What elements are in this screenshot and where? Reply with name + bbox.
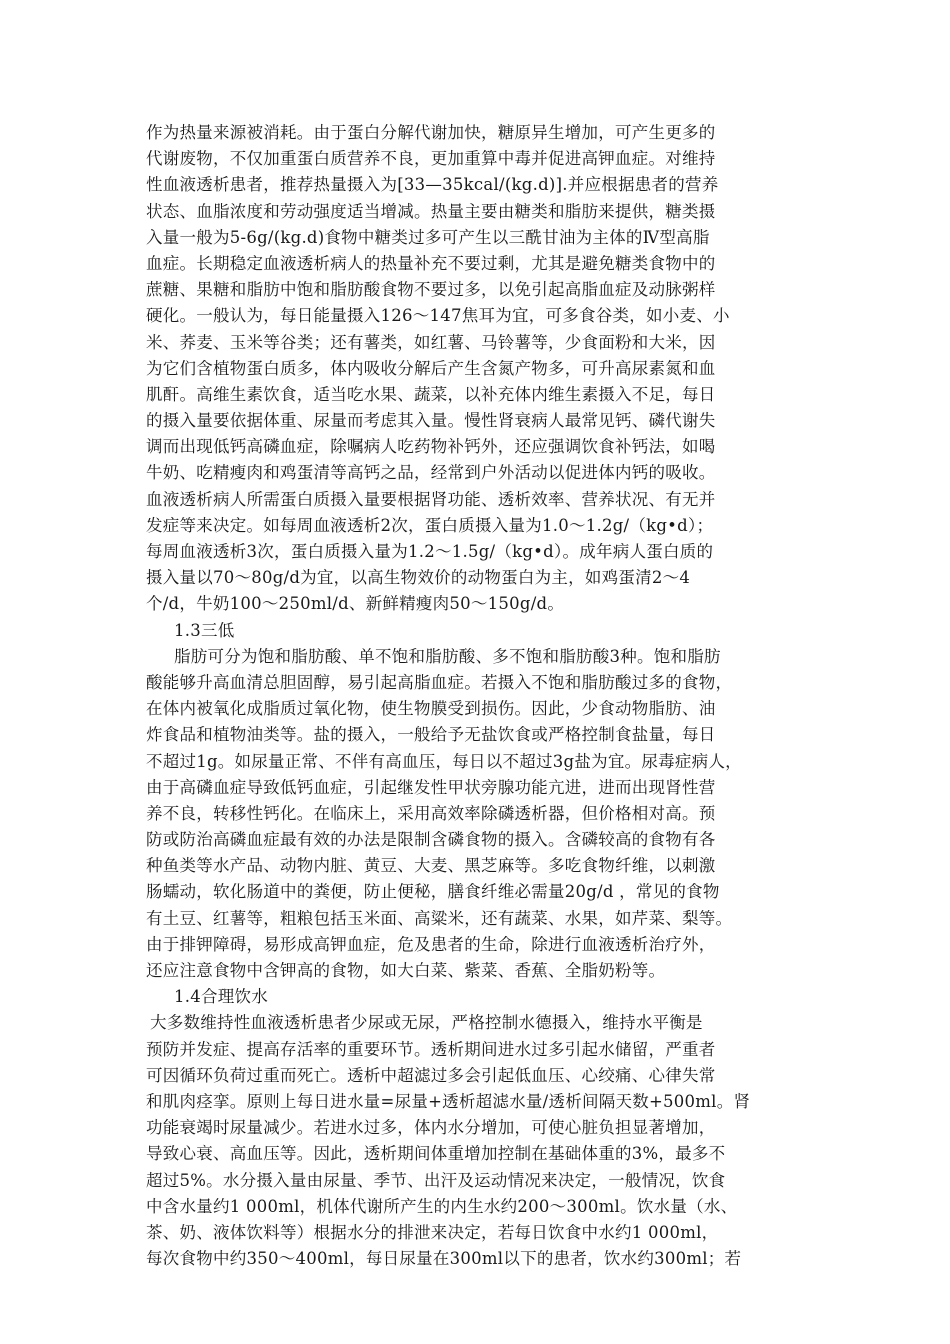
text-line: 个/d，牛奶100～250ml/d、新鲜精瘦肉50～150g/d。 [146,594,565,614]
text-line: 摄入量以70～80g/d为宜，以高生物效价的动物蛋白为主，如鸡蛋清2～4 [146,568,691,588]
section-heading: 1.4合理饮水 [174,987,268,1007]
text-line: 脂肪可分为饱和脂肪酸、单不饱和脂肪酸、多不饱和脂肪酸3种。饱和脂肪 [174,646,721,666]
text-line: 米、荞麦、玉米等谷类；还有薯类，如红薯、马铃薯等，少食面粉和大米，因 [146,332,716,352]
body-text [146,120,846,1272]
text-line: 由于排钾障碍，易形成高钾血症，危及患者的生命，除进行血液透析治疗外， [146,934,716,954]
text-line: 的摄入量要依据体重、尿量而考虑其入量。慢性肾衰病人最常见钙、磷代谢失 [146,411,716,431]
text-line: 中含水量约1 000ml，机体代谢所产生的内生水约200～300ml。饮水量（水、 [146,1196,738,1216]
text-line: 还应注意食物中含钾高的食物，如大白菜、紫菜、香蕉、全脂奶粉等。 [146,961,666,980]
text-line: 状态、血脂浓度和劳动强度适当增减。热量主要由糖类和脂肪来提供，糖类摄 [146,201,716,221]
text-line: 为它们含植物蛋白质多，体内吸收分解后产生含氮产物多，可升高尿素氮和血 [146,358,716,378]
text-line: 调而出现低钙高磷血症，除嘱病人吃药物补钙外，还应强调饮食补钙法，如喝 [146,437,716,457]
text-line: 血液透析病人所需蛋白质摄入量要根据肾功能、透析效率、营养状况、有无并 [146,489,716,509]
text-line: 可因循环负荷过重而死亡。透析中超滤过多会引起低血压、心绞痛、心律失常 [146,1065,716,1085]
text-line: 在体内被氧化成脂质过氧化物，使生物膜受到损伤。因此，少食动物脂肪、油 [146,699,716,719]
text-line: 蔗糖、果糖和脂肪中饱和脂肪酸食物不要过多，以免引起高脂血症及动脉粥样 [146,280,716,300]
text-line: 作为热量来源被消耗。由于蛋白分解代谢加快，糖原异生增加，可产生更多的 [146,123,716,142]
text-line: 肠蠕动，软化肠道中的粪便，防止便秘，膳食纤维必需量20g/d ，常见的食物 [146,882,720,902]
text-line: 炸食品和植物油类等。盐的摄入，一般给予无盐饮食或严格控制食盐量，每日 [146,725,716,745]
text-line: 养不良，转移性钙化。在临床上，采用高效率除磷透析器，但价格相对高。预 [146,803,716,823]
text-line: 预防并发症、提高存活率的重要环节。透析期间进水过多引起水储留，严重者 [146,1039,716,1059]
text-line: 大多数维持性血液透析患者少尿或无尿，严格控制水德摄入，维持水平衡是 [150,1013,703,1033]
text-line: 每周血液透析3次，蛋白质摄入量为1.2～1.5g/（kg•d）。成年病人蛋白质的 [146,542,714,561]
text-line: 由于高磷血症导致低钙血症，引起继发性甲状旁腺功能亢进，进而出现肾性营 [146,777,716,797]
section-heading: 1.3三低 [174,620,235,640]
text-line: 代谢废物，不仅加重蛋白质营养不良，更加重算中毒并促进高钾血症。对维持 [146,149,716,169]
text-line: 防或防治高磷血症最有效的办法是限制含磷食物的摄入。含磷较高的食物有各 [146,830,716,850]
text-line: 发症等来决定。如每周血液透析2次，蛋白质摄入量为1.0～1.2g/（kg•d）； [146,515,714,535]
text-line: 茶、奶、液体饮料等）根据水分的排泄来决定，若每日饮食中水约1 000ml， [146,1222,719,1242]
text-line: 硬化。一般认为，每日能量摄入126～147焦耳为宜，可多食谷类，如小麦、小 [146,306,730,326]
text-line: 血症。长期稳定血液透析病人的热量补充不要过剩，尤其是避免糖类食物中的 [146,253,716,273]
text-line: 和肌肉痉挛。原则上每日进水量=尿量+透析超滤水量/透析间隔天数+500ml。肾 [146,1091,751,1111]
text-line: 入量一般为5-6g/(kg.d)食物中糖类过多可产生以三酰甘油为主体的Ⅳ型高脂 [146,227,710,247]
text-line: 不超过1g。如尿量正常、不伴有高血压，每日以不超过3g盐为宜。尿毒症病人， [146,751,742,771]
text-line: 性血液透析患者，推荐热量摄入为[33—35kcal/(kg.d)].并应根据患者的营养 [146,175,719,195]
text-line: 酸能够升高血清总胆固醇，易引起高脂血症。若摄入不饱和脂肪酸过多的食物， [146,672,733,692]
text-line: 导致心衰、高血压等。因此，透析期间体重增加控制在基础体重的3%，最多不 [146,1144,726,1164]
text-line: 牛奶、吃精瘦肉和鸡蛋清等高钙之品，经常到户外活动以促进体内钙的吸收。 [146,463,716,483]
text-line: 功能衰竭时尿量减少。若进水过多，体内水分增加，可使心脏负担显著增加， [146,1118,716,1138]
text-line: 种鱼类等水产品、动物内脏、黄豆、大麦、黑芝麻等。多吃食物纤维，以刺激 [146,856,716,876]
text-line: 有土豆、红薯等，粗粮包括玉米面、高粱米，还有蔬菜、水果，如芹菜、梨等。 [146,908,733,928]
text-line: 超过5%。水分摄入量由尿量、季节、出汗及运动情况来决定，一般情况，饮食 [146,1170,726,1190]
text-line: 肌酐。高维生素饮食，适当吃水果、蔬菜，以补充体内维生素摄入不足，每日 [146,384,716,404]
text-line: 每次食物中约350～400ml，每日尿量在300ml以下的患者，饮水约300ml；若 [146,1249,742,1269]
